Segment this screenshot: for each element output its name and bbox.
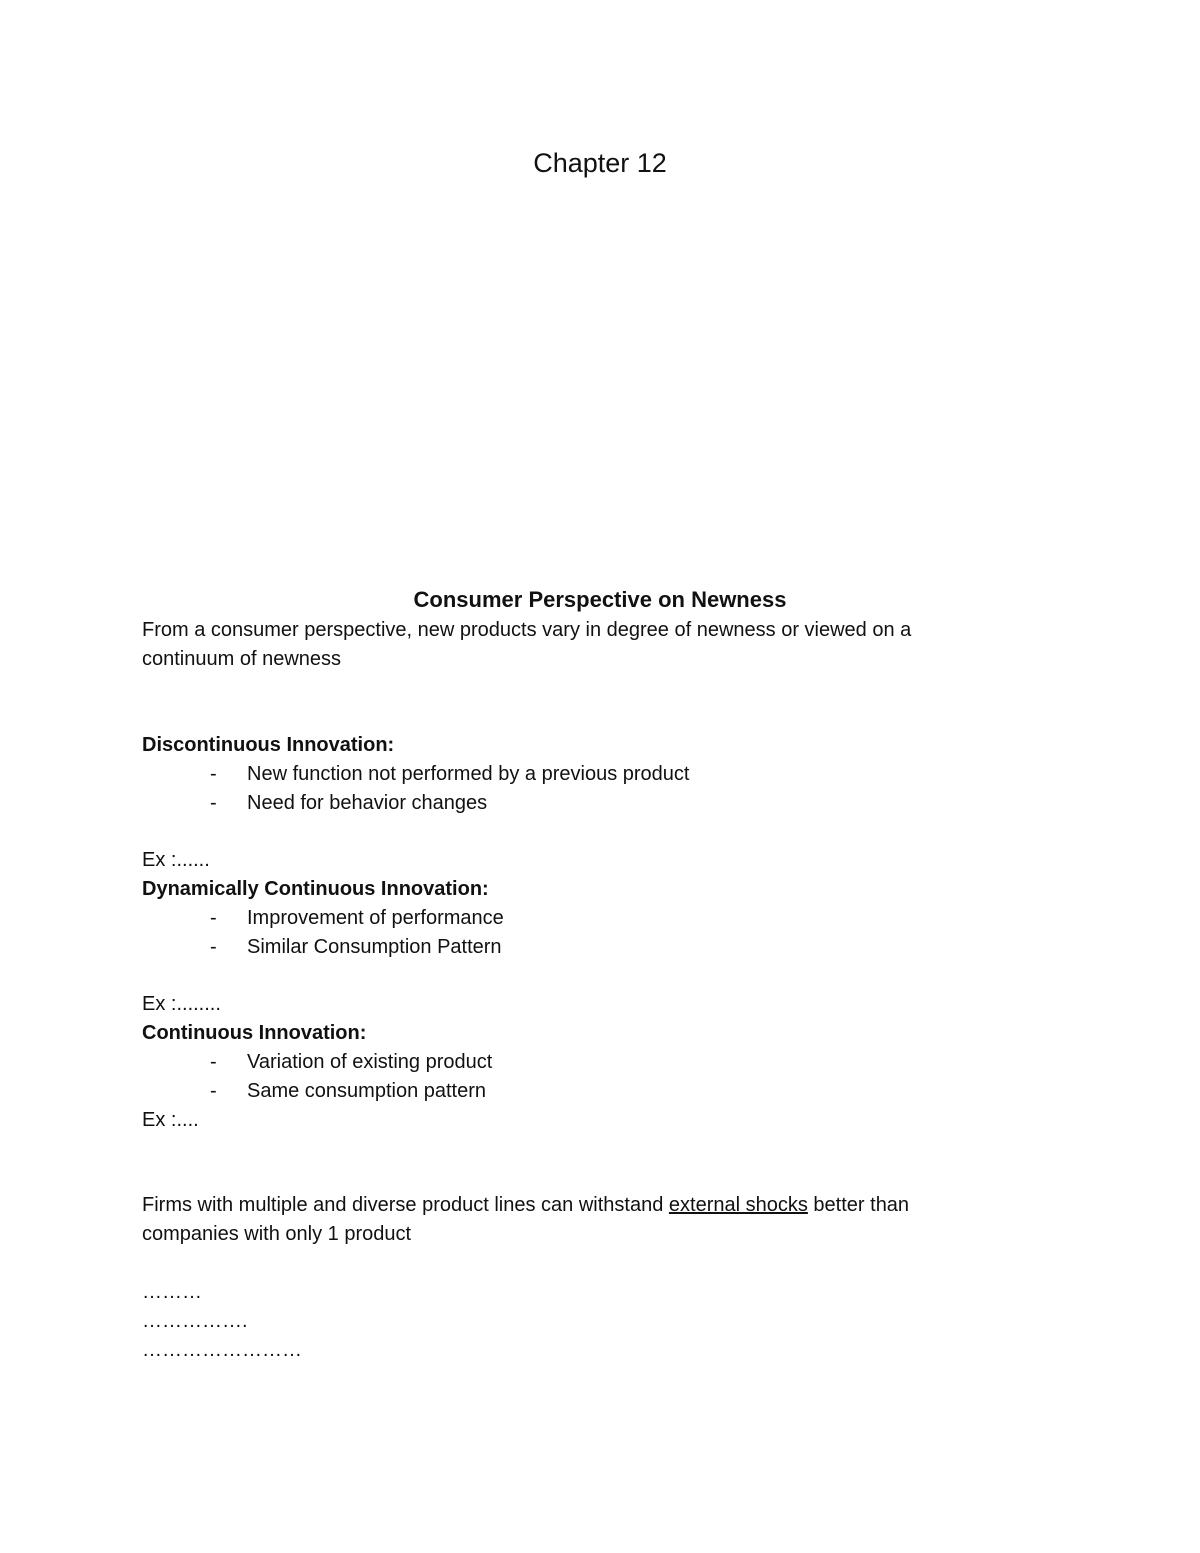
bullet-marker: - <box>210 936 217 958</box>
list-item-text: Variation of existing product <box>247 1051 493 1073</box>
closing-text-before: Firms with multiple and diverse product lines can withstand <box>142 1194 669 1216</box>
bullet-list <box>142 760 1002 818</box>
bullet-marker: - <box>210 1080 217 1102</box>
closing-text-underlined: external shocks <box>668 1194 808 1216</box>
section-discontinuous <box>142 731 1002 818</box>
list-item <box>142 789 1002 818</box>
example-line: Ex :........ <box>142 993 221 1015</box>
section-dynamically-continuous <box>142 846 1002 962</box>
section-continuous <box>142 990 1002 1135</box>
list-item-text: Improvement of performance <box>247 907 504 929</box>
list-item <box>142 1077 1002 1106</box>
intro-text: From a consumer perspective, new products vary in degree of newness or viewed on a continuum of newness <box>142 619 912 670</box>
closing-text <box>142 1191 1002 1249</box>
closing-text-after: better than companies with only 1 product <box>142 1194 910 1245</box>
list-item-text: Same consumption pattern <box>247 1080 487 1102</box>
list-item <box>142 933 1002 962</box>
example-line: Ex :...... <box>142 849 210 871</box>
list-item <box>142 1048 1002 1077</box>
bullet-marker: - <box>210 907 217 929</box>
example-line: Ex :.... <box>142 1109 199 1131</box>
section-heading: Discontinuous Innovation: <box>142 734 395 756</box>
trailing-dots <box>142 1278 1002 1365</box>
bullet-marker: - <box>210 792 217 814</box>
bullet-list <box>142 1048 1002 1106</box>
list-item-text: New function not performed by a previous product <box>247 763 690 785</box>
intro-paragraph <box>142 616 1002 674</box>
list-item <box>142 760 1002 789</box>
list-item-text: Need for behavior changes <box>247 792 488 814</box>
section-heading: Continuous Innovation: <box>142 1022 367 1044</box>
closing-paragraph <box>142 1191 1002 1249</box>
bullet-list <box>142 904 1002 962</box>
section-heading: Dynamically Continuous Innovation: <box>142 878 489 900</box>
chapter-title: Chapter 12 <box>533 148 667 178</box>
bullet-marker: - <box>210 763 217 785</box>
list-item-text: Similar Consumption Pattern <box>247 936 502 958</box>
dots-line: ……… <box>142 1281 202 1303</box>
section-title: Consumer Perspective on Newness <box>413 587 787 612</box>
list-item <box>142 904 1002 933</box>
dots-line: …………………… <box>142 1339 302 1361</box>
dots-line: ……………. <box>142 1310 248 1332</box>
bullet-marker: - <box>210 1051 217 1073</box>
